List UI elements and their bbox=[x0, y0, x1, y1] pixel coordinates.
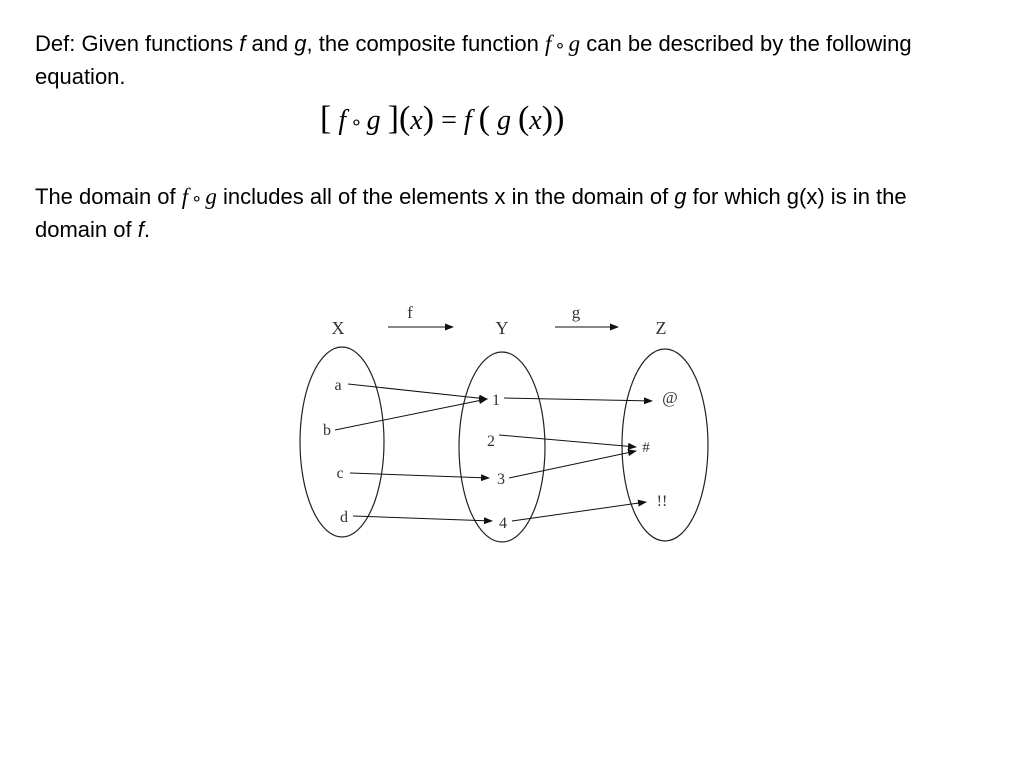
domain-g: g bbox=[674, 184, 687, 209]
composite-equation bbox=[320, 100, 564, 138]
set-y-label: Y bbox=[495, 318, 509, 338]
domain-paragraph bbox=[35, 181, 935, 245]
definition-prefix: Def: Given functions bbox=[35, 31, 240, 56]
definition-g: g bbox=[294, 31, 307, 56]
domain-end: . bbox=[143, 217, 150, 242]
y-element-1: 1 bbox=[492, 392, 500, 409]
x-element-b: b bbox=[323, 422, 331, 439]
eq-lparen2: ( bbox=[478, 100, 490, 137]
map-2-to-hash bbox=[499, 435, 636, 447]
set-x-label: X bbox=[331, 318, 345, 338]
domain-prefix: The domain of bbox=[35, 184, 182, 209]
definition-and: and bbox=[245, 31, 295, 56]
eq-rparen3: ) bbox=[541, 100, 554, 137]
eq-x2: x bbox=[529, 105, 542, 136]
mapping-diagram bbox=[290, 290, 720, 550]
eq-rbracket: ] bbox=[387, 100, 399, 137]
eq-rparen1: ) bbox=[422, 100, 435, 137]
eq-f: f bbox=[338, 105, 347, 136]
eq-x1: x bbox=[410, 105, 423, 136]
set-z-ellipse bbox=[622, 349, 708, 541]
eq-rparen2: ) bbox=[553, 100, 565, 137]
eq-f2: f bbox=[463, 105, 472, 136]
eq-lparen3: ( bbox=[517, 100, 530, 137]
eq-lbracket: [ bbox=[320, 100, 332, 137]
eq-equals: = bbox=[441, 105, 457, 136]
composite-g: g bbox=[568, 31, 581, 56]
composite-f: f bbox=[545, 31, 552, 56]
domain-f: f bbox=[137, 217, 144, 242]
x-element-c: c bbox=[336, 465, 344, 482]
map-b-to-1 bbox=[335, 399, 487, 430]
map-d-to-4 bbox=[353, 516, 492, 521]
definition-f: f bbox=[239, 31, 246, 56]
eq-compose-op: ∘ bbox=[350, 112, 363, 134]
z-element-at: @ bbox=[662, 388, 678, 407]
eq-g: g bbox=[366, 105, 381, 136]
domain-composite-f: f bbox=[181, 184, 189, 209]
set-z-label: Z bbox=[655, 318, 667, 338]
domain-mid2: for which g(x) is in the domain of bbox=[35, 184, 907, 242]
definition-paragraph bbox=[35, 28, 935, 92]
x-element-a: a bbox=[334, 377, 342, 394]
composite-operator: ∘ bbox=[554, 35, 566, 55]
domain-composite-operator: ∘ bbox=[191, 188, 203, 208]
z-element-hash: # bbox=[642, 440, 650, 456]
map-c-to-3 bbox=[350, 473, 489, 478]
function-f-label: f bbox=[407, 303, 413, 322]
map-a-to-1 bbox=[348, 384, 487, 399]
map-4-to-bang bbox=[512, 502, 646, 521]
set-y-ellipse bbox=[459, 352, 545, 542]
y-element-4: 4 bbox=[499, 515, 507, 532]
eq-g2: g bbox=[496, 105, 511, 136]
map-1-to-at bbox=[504, 398, 652, 401]
x-element-d: d bbox=[340, 509, 348, 526]
z-element-bang: !! bbox=[656, 493, 668, 510]
definition-suffix: can be described by the following equation. bbox=[35, 31, 912, 89]
map-3-to-hash bbox=[509, 451, 636, 478]
y-element-2: 2 bbox=[487, 433, 495, 450]
function-g-label: g bbox=[571, 303, 581, 322]
definition-mid: , the composite function bbox=[306, 31, 545, 56]
domain-composite-g: g bbox=[205, 184, 217, 209]
eq-lparen1: ( bbox=[398, 100, 411, 137]
domain-mid: includes all of the elements x in the domain of bbox=[216, 184, 675, 209]
y-element-3: 3 bbox=[497, 471, 505, 488]
